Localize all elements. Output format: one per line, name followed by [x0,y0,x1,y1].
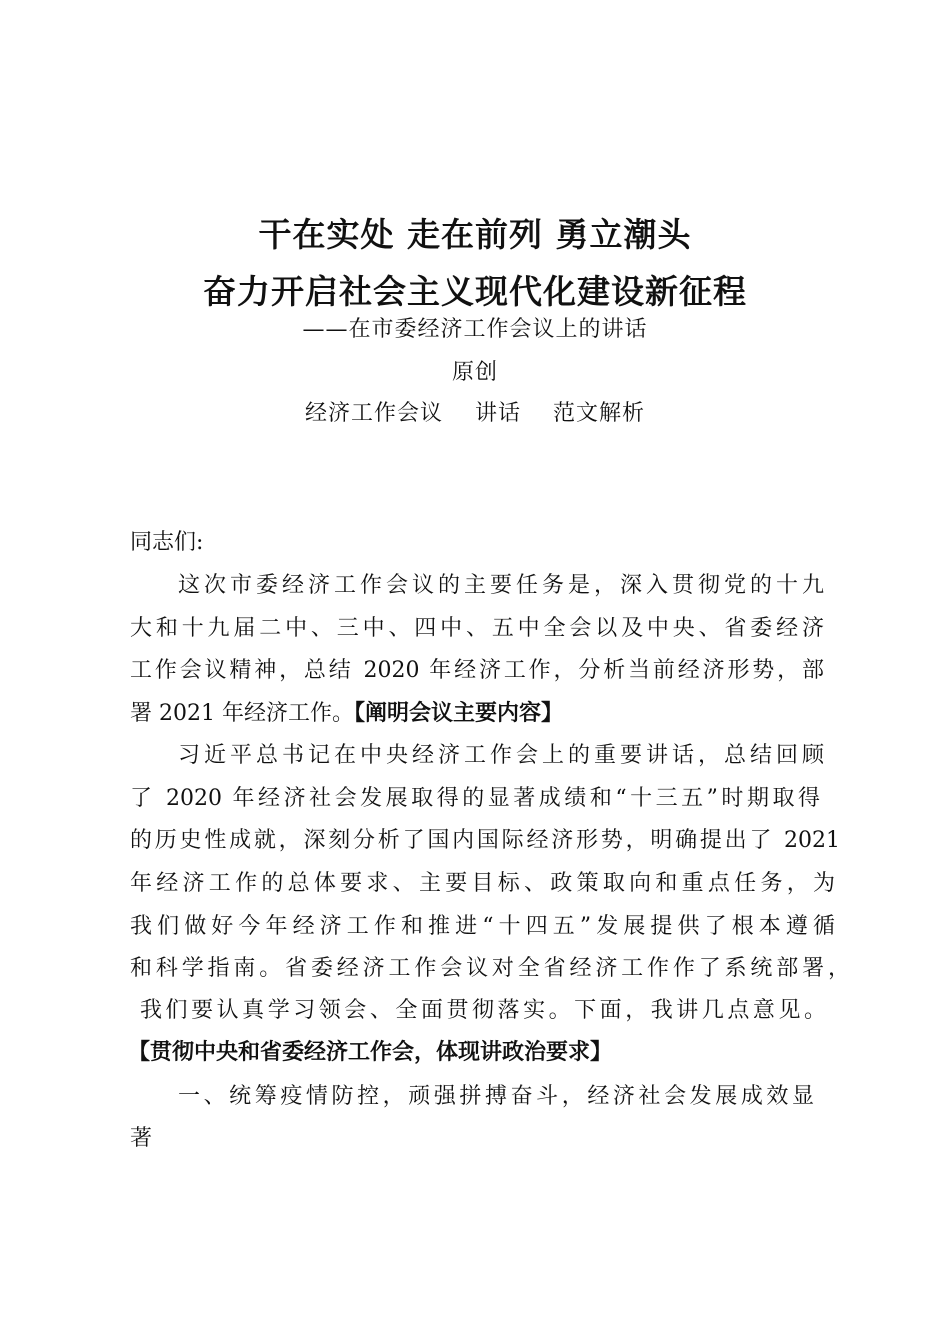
paragraph-line: 工作会议精神，总结 2020 年经济工作，分析当前经济形势，部 [130,658,824,683]
editor-note: 【阐明会议主要内容】 [353,701,563,726]
paragraph-line: 我们做好今年经济工作和推进“十四五”发展提供了根本遵循 [130,914,835,939]
original-label: 原创 [451,360,498,385]
title-line-1: 干在实处 走在前列 勇立潮头 [258,215,692,254]
tag-list [0,396,950,427]
paragraph-line: 和科学指南。省委经济工作会议对全省经济工作作了系统部署， [130,956,850,981]
subtitle: ——在市委经济工作会议上的讲话 [302,317,648,342]
paragraph-line: 我们要认真学习领会、全面贯彻落实。下面，我讲几点意见。 [140,998,826,1023]
tag: 范文解析 [553,401,646,426]
paragraph-line: 的历史性成就，深刻分析了国内国际经济形势，明确提出了 2021 [130,828,840,853]
editor-note: 【贯彻中央和省委经济工作会，体现讲政治要求】 [128,1040,613,1065]
paragraph-line: 了 2020 年经济社会发展取得的显著成绩和“十三五”时期取得 [130,786,820,811]
paragraph-text: 署 2021 年经济工作。 [130,701,354,726]
tag: 讲话 [474,401,521,426]
paragraph-line: 年经济工作的总体要求、主要目标、政策取向和重点任务，为 [130,871,835,896]
paragraph-line: 大和十九届二中、三中、四中、五中全会以及中央、省委经济 [130,616,824,641]
paragraph-line: 习近平总书记在中央经济工作会上的重要讲话，总结回顾 [178,743,824,768]
section-heading: 一、统筹疫情防控，顽强拼搏奋斗，经济社会发展成效显 [178,1084,814,1109]
tag: 经济工作会议 [304,401,443,426]
paragraph-line: 这次市委经济工作会议的主要任务是，深入贯彻党的十九 [178,573,824,598]
greeting: 同志们: [130,530,204,555]
paragraph-line [130,699,830,729]
section-heading: 著 [130,1126,153,1151]
title-line-2: 奋力开启社会主义现代化建设新征程 [203,272,747,311]
